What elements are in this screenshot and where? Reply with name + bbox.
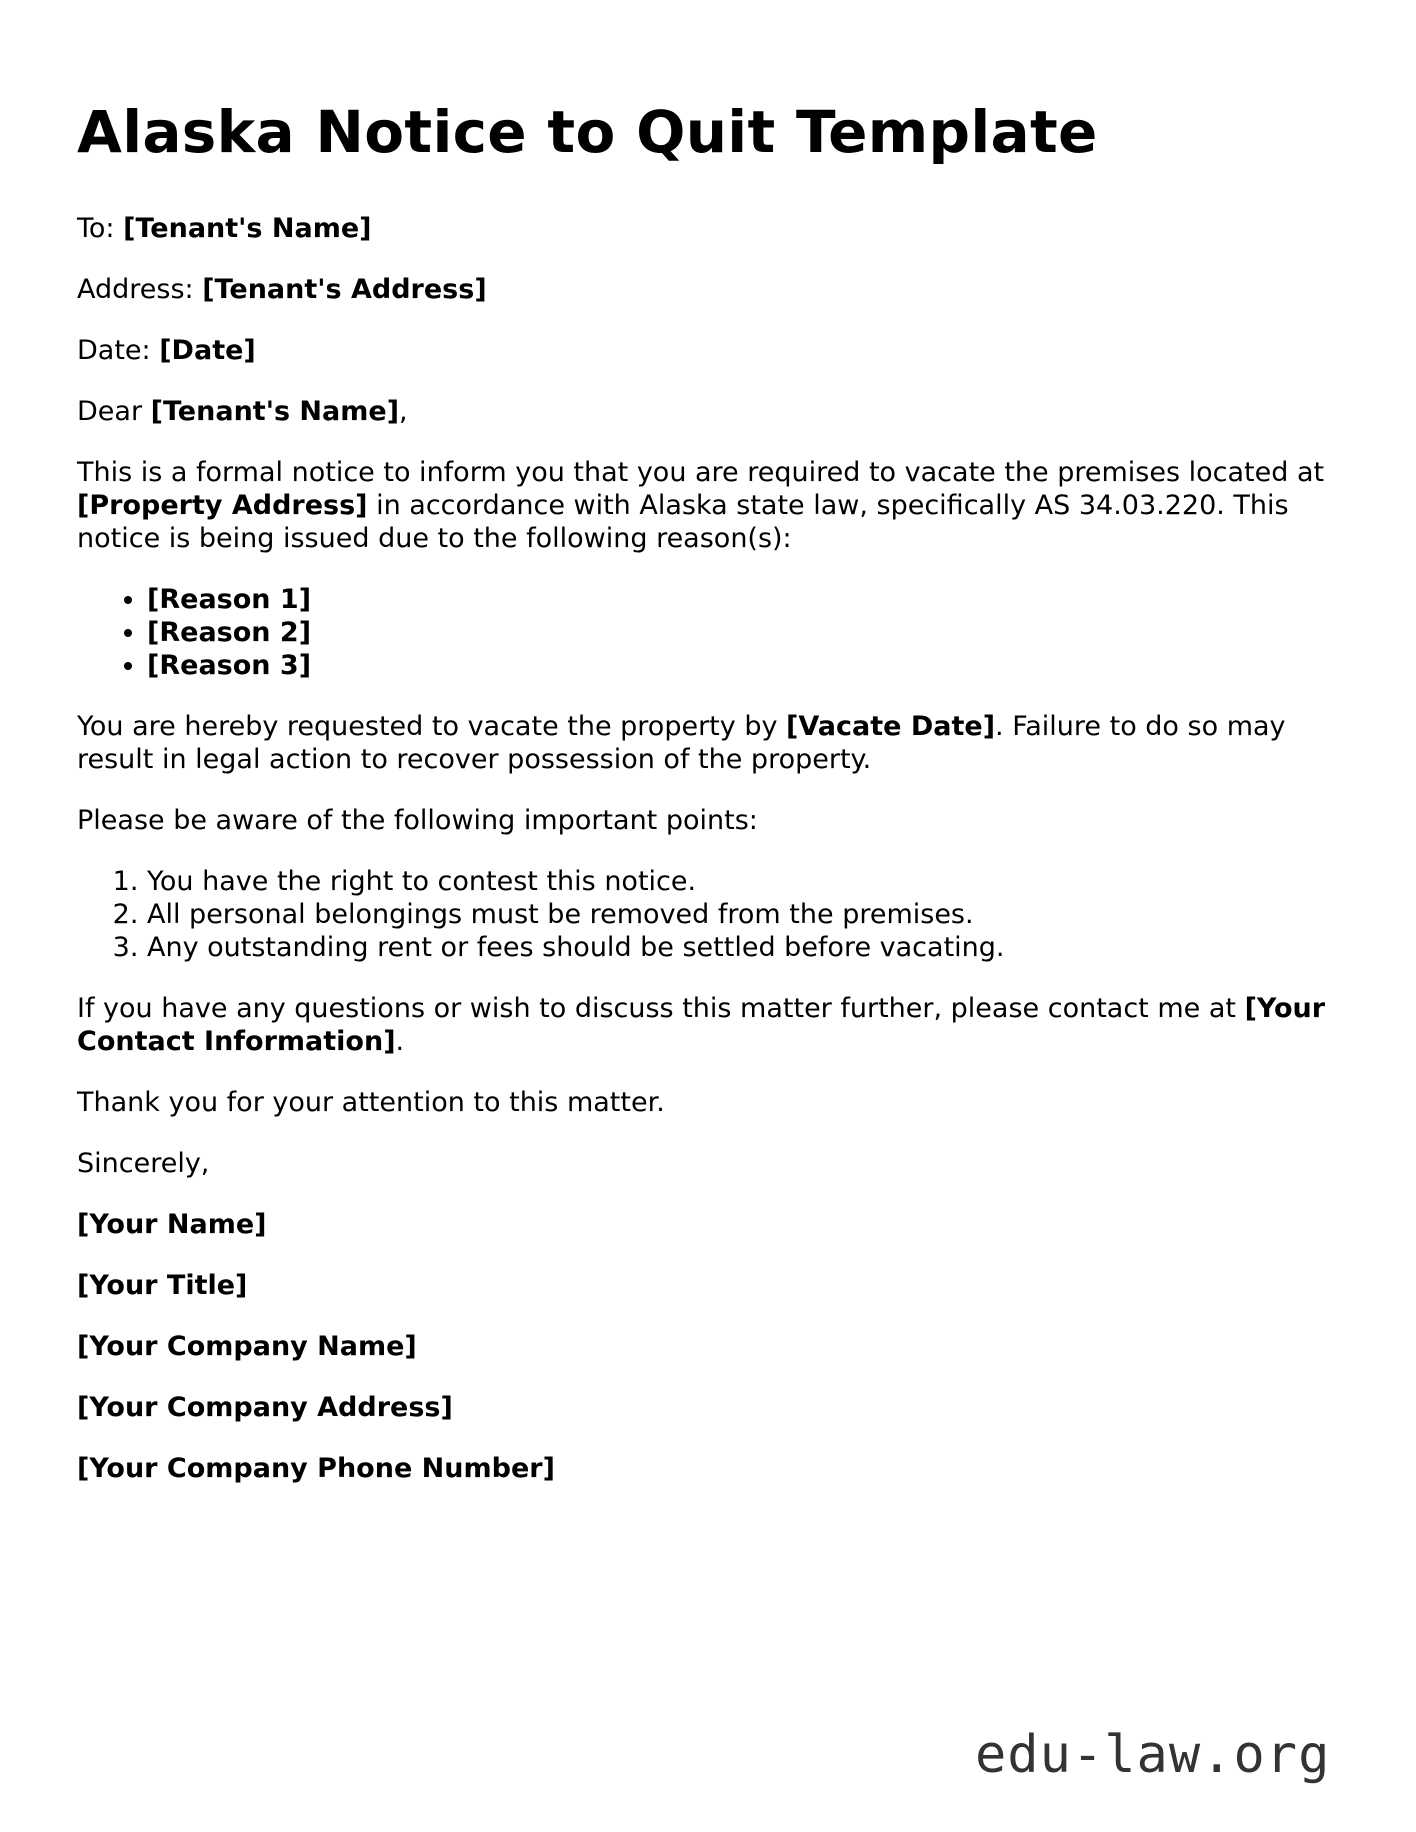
reasons-list — [77, 583, 1347, 682]
notice-text-1: This is a formal notice to inform you that you are required to vacate the premises located at — [77, 457, 1325, 488]
closing-line: Sincerely, — [77, 1148, 210, 1179]
list-item: 3. Any outstanding rent or fees should be settled before vacating. — [147, 931, 1347, 964]
list-item — [147, 583, 1347, 616]
to-line — [77, 212, 1347, 245]
signature-company-phone — [77, 1452, 1347, 1485]
contact-text-1: If you have any questions or wish to discuss this matter further, please contact me at — [77, 993, 1245, 1024]
signature-company-phone-text: [Your Company Phone Number] — [77, 1453, 555, 1484]
signature-title-text: [Your Title] — [77, 1270, 248, 1301]
points-intro: Please be aware of the following important points: — [77, 805, 758, 836]
greeting-tenant-name: [Tenant's Name] — [150, 396, 400, 427]
contact-text-2: . — [395, 1026, 405, 1057]
address-line — [77, 273, 1347, 306]
reason-3: [Reason 3] — [147, 650, 312, 681]
tenant-name-placeholder: [Tenant's Name] — [123, 213, 372, 244]
watermark: edu-law.org — [975, 1725, 1331, 1785]
notice-paragraph — [77, 456, 1347, 555]
page-title: Alaska Notice to Quit Template — [77, 98, 1098, 166]
contact-paragraph — [77, 992, 1347, 1058]
signature-company-name — [77, 1330, 1347, 1363]
signature-title — [77, 1269, 1347, 1302]
signature-company-address — [77, 1391, 1347, 1424]
greeting — [77, 395, 1347, 428]
list-item: 2. All personal belongings must be removed from the premises. — [147, 898, 1347, 931]
date-label: Date: — [77, 335, 160, 366]
signature-name — [77, 1208, 1347, 1241]
points-list — [77, 865, 1347, 964]
property-address-placeholder: [Property Address] — [77, 490, 368, 521]
notice-text-2: in accordance with Alaska state law, specifically AS 34.03.220. This notice is being issued due to the following reason(s): — [77, 490, 1289, 554]
signature-company-name-text: [Your Company Name] — [77, 1331, 417, 1362]
list-item: 1. You have the right to contest this notice. — [147, 865, 1347, 898]
vacate-paragraph — [77, 710, 1347, 776]
greeting-prefix: Dear — [77, 396, 151, 427]
contact-info-placeholder: [Your Contact Information] — [77, 993, 1326, 1057]
reason-2: [Reason 2] — [147, 617, 312, 648]
reason-1: [Reason 1] — [147, 584, 312, 615]
vacate-text-2: . Failure to do so may result in legal action to recover possession of the property. — [77, 711, 1286, 775]
list-item — [147, 616, 1347, 649]
signature-company-address-text: [Your Company Address] — [77, 1392, 453, 1423]
date-placeholder: [Date] — [159, 335, 256, 366]
thanks-line: Thank you for your attention to this matter. — [77, 1087, 665, 1118]
list-item — [147, 649, 1347, 682]
greeting-suffix: , — [399, 396, 408, 427]
signature-name-text: [Your Name] — [77, 1209, 267, 1240]
vacate-text-1: You are hereby requested to vacate the property by — [77, 711, 787, 742]
vacate-date-placeholder: [Vacate Date] — [786, 711, 996, 742]
document-page — [77, 96, 1347, 1513]
signature-block — [77, 1208, 1347, 1485]
date-line — [77, 334, 1347, 367]
to-label: To: — [77, 213, 124, 244]
address-label: Address: — [77, 274, 203, 305]
tenant-address-placeholder: [Tenant's Address] — [202, 274, 487, 305]
